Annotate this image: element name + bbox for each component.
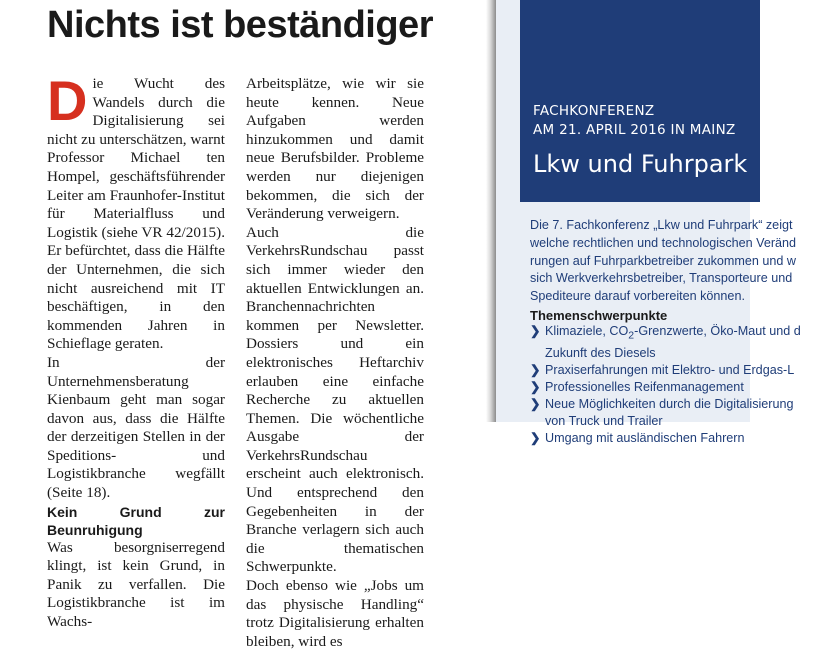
intro-line: rungen auf Fuhrparkbetreiber zukommen und w bbox=[530, 253, 797, 268]
conference-title: Lkw und Fuhrpark bbox=[533, 150, 748, 178]
intro-line: Die 7. Fachkonferenz „Lkw und Fuhrpark“ zeigt bbox=[530, 218, 793, 232]
topics-heading: Themenschwerpunkte bbox=[530, 308, 668, 323]
conference-intro bbox=[530, 217, 830, 306]
page-gutter bbox=[486, 0, 496, 422]
paragraph-4: Arbeitsplätze, wie wir sie heute kennen. Neue Aufgaben werden hinzukommen und damit neue Berufsbilder. Probleme werden nur diejenigen bekommen, die sich der Veränderung verweigern. bbox=[246, 75, 424, 223]
subheading: Kein Grund zur Beunruhigung bbox=[47, 503, 225, 538]
topic-item: ❯ Umgang mit ausländischen Fahrern bbox=[530, 430, 745, 445]
topic-item: ❯ Klimaziele, $CO_2$-Grenzwerte, Öko-Maut und d Zukunft des Diesels bbox=[530, 324, 801, 360]
article-column-1 bbox=[47, 69, 225, 632]
topics-list bbox=[530, 323, 801, 447]
right-page bbox=[496, 0, 801, 445]
paragraph-1 bbox=[47, 69, 225, 354]
paragraph-3: Was besorgniserregend klingt, ist kein Grund, in Panik zu verfallen. Die Logistikbranche ist im Wachs- bbox=[47, 538, 225, 631]
paragraph-1-text: ie Wucht des Wandels durch die Digitalisierung sei nicht zu unterschätzen, warnt Professor Michael ten Hompel, geschäftsführender Leiter am Fraunhofer-Institut für Materialfluss und Logistik (siehe VR 42/2015). Er befürchtet, dass die Hälfte der Unternehmen, die sich nicht ausreichend mit IT beschäftigen, in den kommenden Jahren in Schieflage geraten. bbox=[47, 75, 225, 353]
article-column-2 bbox=[246, 75, 424, 651]
chevron-right-icon: ❯ bbox=[530, 324, 541, 338]
chevron-right-icon: ❯ bbox=[530, 379, 541, 394]
article-title: Nichts ist beständiger bbox=[47, 4, 433, 46]
paragraph-5: Auch die VerkehrsRundschau passt sich immer wieder den aktuellen Entwicklungen an. Branchennachrichten kommen per Newsletter. Dossiers und ein elektronisches Heftarchiv erlauben eine einfache Recherche zu aktuellen Themen. Die wöchentliche Ausgabe der VerkehrsRundschau erscheint auch elektronisch. Und entsprechend den Gegebenheiten in der Branche verlagern sich auch die thematischen Schwerpunkte. bbox=[246, 223, 424, 576]
conference-eyebrow bbox=[533, 102, 736, 140]
topic-item: ❯ Neue Möglichkeiten durch die Digitalisierung von Truck und Trailer bbox=[530, 396, 794, 428]
chevron-right-icon: ❯ bbox=[530, 430, 541, 445]
conference-banner bbox=[520, 0, 760, 202]
paragraph-2: In der Unternehmensberatung Kienbaum geht man sogar davon aus, dass die Hälfte der derzeitigen Stellen in der Speditions- und Logistikbranche wegfällt (Seite 18). bbox=[47, 353, 225, 502]
eyebrow-line-2: AM 21. APRIL 2016 IN MAINZ bbox=[533, 122, 736, 138]
topic-item: ❯ Professionelles Reifenmanagement bbox=[530, 379, 744, 394]
intro-line: welche rechtlichen und technologischen Veränd bbox=[530, 235, 797, 250]
topic-item: ❯ Praxiserfahrungen mit Elektro- und Erdgas-L bbox=[530, 362, 795, 377]
paragraph-6: Doch ebenso wie „Jobs um das physische Handling“ trotz Digitalisierung erhalten bleiben, wird es bbox=[246, 577, 424, 650]
chevron-right-icon: ❯ bbox=[530, 362, 541, 377]
chevron-right-icon: ❯ bbox=[530, 396, 541, 411]
drop-cap: D bbox=[47, 69, 88, 132]
eyebrow-line-1: FACHKONFERENZ bbox=[533, 103, 655, 119]
intro-line: Spediteure darauf vorbereiten können. bbox=[530, 289, 745, 304]
intro-line: sich Werkverkehrsbetreiber, Transporteure und bbox=[530, 271, 793, 286]
